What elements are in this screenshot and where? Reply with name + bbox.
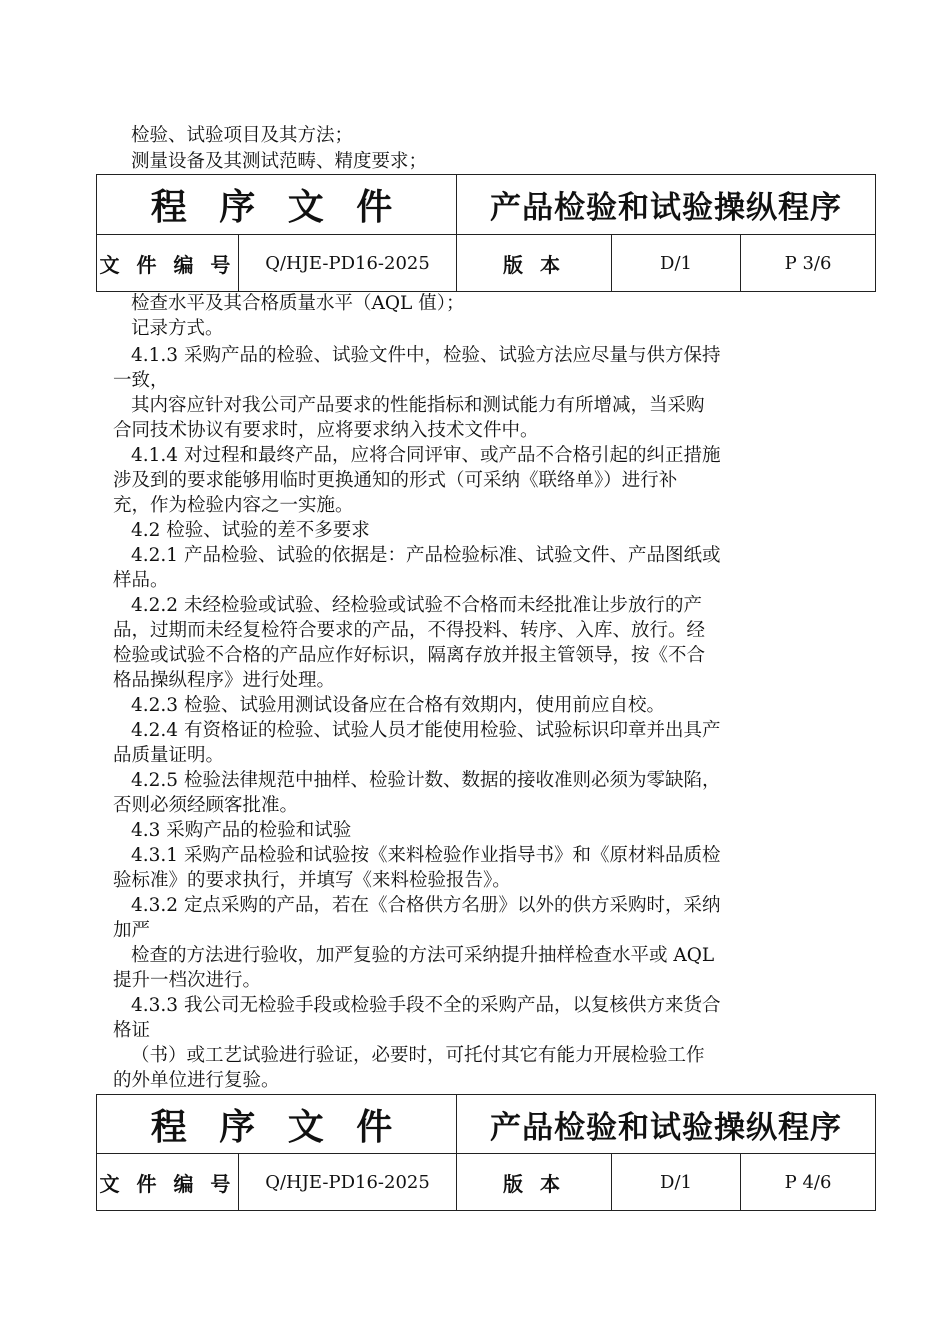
text-line: 一致， bbox=[113, 370, 169, 391]
doc-header-table bbox=[96, 1094, 876, 1211]
text-line: 4.2.1 产品检验、试验的依据是：产品检验标准、试验文件、产品图纸或 bbox=[131, 545, 721, 566]
text-line: 4.1.3 采购产品的检验、试验文件中，检验、试验方法应尽量与供方保持 bbox=[131, 345, 721, 366]
text-line: 4.3.1 采购产品检验和试验按《来料检验作业指导书》和《原材料品质检 bbox=[131, 845, 721, 866]
version-value: D/1 bbox=[612, 1154, 741, 1211]
text-line: 检查水平及其合格质量水平（AQL 值）； bbox=[131, 293, 465, 314]
text-line: 检查的方法进行验收，加严复验的方法可采纳提升抽样检查水平或 AQL bbox=[131, 945, 715, 966]
section-heading: 4.3 采购产品的检验和试验 bbox=[131, 820, 352, 841]
doc-title: 产品检验和试验操纵程序 bbox=[457, 1095, 876, 1154]
doc-number: Q/HJE-PD16-2025 bbox=[239, 235, 457, 292]
text-line: 4.3.3 我公司无检验手段或检验手段不全的采购产品，以复核供方来货合 bbox=[131, 995, 721, 1016]
text-line: 品，过期而未经复检符合要求的产品，不得投料、转序、入库、放行。经 bbox=[113, 620, 706, 641]
text-line: 格品操纵程序》进行处理。 bbox=[113, 670, 336, 691]
text-line: 检验或试验不合格的产品应作好标识，隔离存放并报主管领导，按《不合 bbox=[113, 645, 706, 666]
text-line: （书）或工艺试验进行验证，必要时，可托付其它有能力开展检验工作 bbox=[131, 1045, 705, 1066]
text-line: 其内容应针对我公司产品要求的性能指标和测试能力有所增减，当采购 bbox=[131, 395, 705, 416]
text-line: 的外单位进行复验。 bbox=[113, 1070, 280, 1091]
text-line: 4.2.4 有资格证的检验、试验人员才能使用检验、试验标识印章并出具产 bbox=[131, 720, 721, 741]
doc-header-table bbox=[96, 174, 876, 292]
text-line: 充，作为检验内容之一实施。 bbox=[113, 495, 354, 516]
text-line: 4.3.2 定点采购的产品，若在《合格供方名册》以外的供方采购时，采纳 bbox=[131, 895, 721, 916]
doc-type-title: 程 序 文 件 bbox=[97, 175, 457, 235]
text-line: 否则必须经顾客批准。 bbox=[113, 795, 299, 816]
doc-type-title: 程 序 文 件 bbox=[97, 1095, 457, 1154]
page-number: P 4/6 bbox=[741, 1154, 876, 1211]
doc-number-label: 文 件 编 号 bbox=[97, 235, 239, 292]
text-line: 验标准》的要求执行，并填写《来料检验报告》。 bbox=[113, 870, 511, 891]
section-heading: 4.2 检验、试验的差不多要求 bbox=[131, 520, 370, 541]
version-label: 版 本 bbox=[457, 1154, 612, 1211]
doc-number: Q/HJE-PD16-2025 bbox=[239, 1154, 457, 1211]
text-line: 涉及到的要求能够用临时更换通知的形式（可采纳《联络单》）进行补 bbox=[113, 470, 678, 491]
text-line: 格证 bbox=[113, 1020, 151, 1041]
version-value: D/1 bbox=[612, 235, 741, 292]
text-line: 4.2.3 检验、试验用测试设备应在合格有效期内，使用前应自校。 bbox=[131, 695, 665, 716]
text-line: 加严 bbox=[113, 920, 151, 941]
text-line: 品质量证明。 bbox=[113, 745, 225, 766]
text-line: 合同技术协议有要求时，应将要求纳入技术文件中。 bbox=[113, 420, 539, 441]
text-line: 检验、试验项目及其方法； bbox=[131, 125, 354, 146]
doc-number-label: 文 件 编 号 bbox=[97, 1154, 239, 1211]
text-line: 测量设备及其测试范畴、精度要求； bbox=[131, 151, 428, 172]
text-line: 4.2.5 检验法律规范中抽样、检验计数、数据的接收准则必须为零缺陷， bbox=[131, 770, 721, 791]
version-label: 版 本 bbox=[457, 235, 612, 292]
text-line: 提升一档次进行。 bbox=[113, 970, 262, 991]
text-line: 样品。 bbox=[113, 570, 169, 591]
page-number: P 3/6 bbox=[741, 235, 876, 292]
doc-title: 产品检验和试验操纵程序 bbox=[457, 175, 876, 235]
text-line: 4.1.4 对过程和最终产品，应将合同评审、或产品不合格引起的纠正措施 bbox=[131, 445, 721, 466]
text-line: 4.2.2 未经检验或试验、经检验或试验不合格而未经批准让步放行的产 bbox=[131, 595, 702, 616]
text-line: 记录方式。 bbox=[131, 318, 224, 339]
